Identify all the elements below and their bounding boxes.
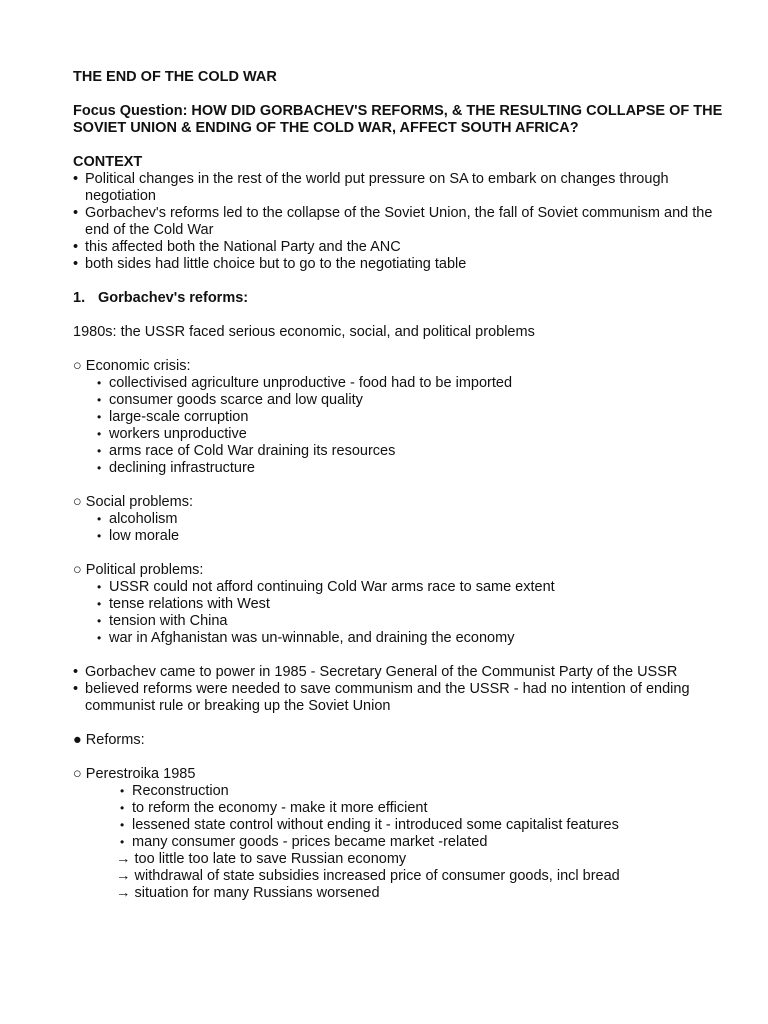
social-list xyxy=(73,511,728,545)
result-item: → withdrawal of state subsidies increased price of consumer goods, incl bread xyxy=(116,868,620,884)
list-item: • alcoholism xyxy=(97,511,728,528)
document-title: THE END OF THE COLD WAR xyxy=(73,69,277,85)
perestroika-list xyxy=(73,783,728,851)
list-item: • large-scale corruption xyxy=(97,409,728,426)
political-list xyxy=(73,579,728,647)
perestroika-results xyxy=(73,851,728,902)
list-item: • collectivised agriculture unproductive - food had to be imported xyxy=(97,375,728,392)
list-item: • believed reforms were needed to save communism and the USSR - had no intention of ending communist rule or breaking up the Soviet Union xyxy=(73,681,728,715)
list-item: • both sides had little choice but to go to the negotiating table xyxy=(73,256,728,273)
list-item: • war in Afghanistan was un-winnable, and draining the economy xyxy=(97,630,728,647)
economic-list xyxy=(73,375,728,477)
reforms-heading: ● Reforms: xyxy=(73,732,145,748)
list-item: • low morale xyxy=(97,528,728,545)
list-item: • Gorbachev's reforms led to the collapse of the Soviet Union, the fall of Soviet communism and the end of the Cold War xyxy=(73,205,728,239)
gorbachev-list xyxy=(73,664,728,715)
list-item: • declining infrastructure xyxy=(97,460,728,477)
list-item: • arms race of Cold War draining its resources xyxy=(97,443,728,460)
section-title: Gorbachev's reforms: xyxy=(98,290,249,306)
list-item: • Political changes in the rest of the world put pressure on SA to embark on changes through negotiation xyxy=(73,171,728,205)
section-heading xyxy=(73,290,728,307)
list-item: • many consumer goods - prices became market -related xyxy=(120,834,728,851)
list-item: • to reform the economy - make it more efficient xyxy=(120,800,728,817)
political-heading: ○ Political problems: xyxy=(73,562,204,578)
result-item: → too little too late to save Russian economy xyxy=(116,851,407,867)
economic-heading: ○ Economic crisis: xyxy=(73,358,191,374)
list-item: • consumer goods scarce and low quality xyxy=(97,392,728,409)
context-heading: CONTEXT xyxy=(73,154,143,170)
list-item: • this affected both the National Party and the ANC xyxy=(73,239,728,256)
list-item: • Gorbachev came to power in 1985 - Secretary General of the Communist Party of the USSR xyxy=(73,664,728,681)
list-item: • USSR could not afford continuing Cold War arms race to same extent xyxy=(97,579,728,596)
section-number: 1. xyxy=(73,290,86,306)
list-item: • lessened state control without ending it - introduced some capitalist features xyxy=(120,817,728,834)
result-item: → situation for many Russians worsened xyxy=(116,885,380,901)
perestroika-heading: ○ Perestroika 1985 xyxy=(73,766,196,782)
list-item: • Reconstruction xyxy=(120,783,728,800)
social-heading: ○ Social problems: xyxy=(73,494,193,510)
context-list xyxy=(73,171,728,273)
list-item: • tense relations with West xyxy=(97,596,728,613)
section-intro: 1980s: the USSR faced serious economic, social, and political problems xyxy=(73,324,535,340)
list-item: • tension with China xyxy=(97,613,728,630)
list-item: • workers unproductive xyxy=(97,426,728,443)
focus-question: Focus Question: HOW DID GORBACHEV'S REFORMS, & THE RESULTING COLLAPSE OF THE SOVIET UNION & ENDING OF THE COLD WAR, AFFECT SOUTH AFRICA? xyxy=(73,103,723,136)
